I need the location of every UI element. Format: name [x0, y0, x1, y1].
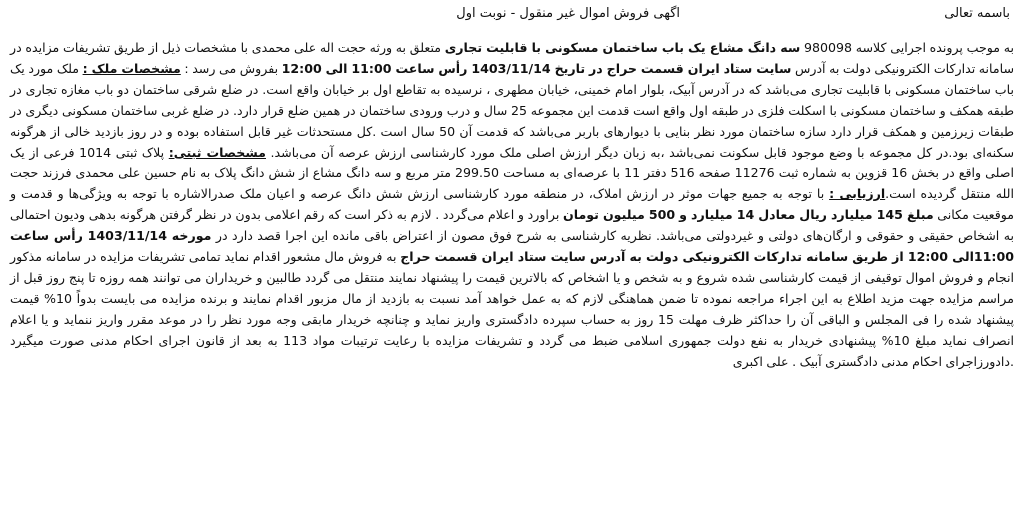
registration-details-text: پلاک ثبتی 1014 فرعی از یک اصلی واقع در بخش 16 قزوین به شماره ثبت 11276 صفحه 516 دفتر 11 با عرصه‌ای به مساحت 299.50 متر مربع و سه دانگ مشاع از شش دانگ پلاک به نام حسین علی محمدی فرزند حجت الله منتقل گردیده است.: [10, 144, 1014, 202]
appraised-amount-text: مبلغ 145 میلیارد ریال معادل 14 میلیارد و 500 میلیون تومان: [563, 207, 934, 223]
registration-specs-heading: مشخصات ثبتی:: [168, 144, 266, 160]
auction-schedule-text: مورخه 1403/11/14 رأس ساعت 11:00الی 12:00 از طریق سامانه تدارکات الکترونیکی دولت به آدرس سایت ستاد ایران قسمت حراج: [10, 228, 1014, 265]
auction-conditions-text: به فروش مال مشعور اقدام نماید تمامی تشریفات مزایده در سامانه مذکور انجام و فروش اموال توقیفی از قیمت کارشناسی شده شروع و به شخص و یا اشخاص که بالاترین قیمت را پیشنهاد نمایند منتقل می گردد طالبین و خریداران می توانند همه روزه تا پنج روز قبل از مراسم مزایده جهت مزید اطلاع به این اجراء مراجعه نموده تا ضمن هماهنگی لازم که به عمل خواهد آمد نسبت به بازدید از مال مزبور اقدام نمایند و برنده مزایده می بایست بدواً 10% قیمت پیشنهاد شده را فی المجلس و الباقی آن را حداکثر ظرف مهلت 15 روز به حساب سپرده دادگستری واریز نماید و چنانچه خریدار مابقی وجه مورد نظر را در موعد مقرر واریز ننماید و یا اعلام انصراف نماید مبلغ 10% پیشنهادی خریدار به نفع دولت جمهوری اسلامی ضبط می گردد و تشریفات مزایده با رعایت ترتیبات مواد 113 به بعد از قانون اجرای احکام مدنی صورت میگیرد .دادورزاجرای احکام مدنی دادگستری آبیک . علی اکبری: [10, 249, 1014, 369]
sale-statement-text: بفروش می رسد :: [180, 60, 282, 76]
property-specs-heading: مشخصات ملک :: [82, 60, 181, 76]
property-share-text: سه دانگ مشاع یک باب ساختمان مسکونی با قابلیت تجاری: [444, 40, 801, 55]
appraisal-heading: ارزیابی :: [829, 186, 886, 202]
owner-and-method-text: متعلق به ورثه حجت اله علی محمدی با مشخصات ذیل از طریق تشریفات مزایده در سامانه تدارکات الکترونیکی دولت به آدرس: [10, 40, 1014, 76]
property-description-text: ملک مورد یک باب ساختمان مسکونی با قابلیت تجاری می‌باشد که در آدرس آبیک، بلوار امام خمینی، خیابان مطهری ، نرسیده به تقاطع اول بر خیابان واقع است. در ضلع شرقی ساختمان دو باب مغازه تجاری در طبقه همکف و ساختمان مسکونی با اسکلت فلزی در طبقه اول واقع است قدمت این مجموعه 25 سال و درب ورودی ساختمان در همین ضلع قرار دارد. در ضلع غربی ساختمان مسکونی دیگری در طبقات زیرزمین و همکف قرار دارد سازه ساختمان مورد نظر بنایی با دیوارهای باربر می‌باشد که قدمت آن 50 سال است .کل مستحدثات غیر قابل استفاده بوده و در روز بازدید خالی از هرگونه سکنه‌ای بود.در کل مجموعه با وضع موجود قابل سکونت نمی‌باشد ،به زبان دیگر ارزش اصلی ملک مورد کارشناسی ارزش عرصه آن می‌باشد.: [10, 60, 1014, 160]
appraisal-text: با توجه به جمیع جهات موثر در ارزش املاک، در منطقه مورد کارشناسی ارزش شش دانگ عرصه و اعیان ملک صدرالاشاره با توجه به ویژگی‌ها و قدمت و موقعیت مکانی: [10, 186, 1014, 223]
case-intro-text: به موجب پرونده اجرایی کلاسه 980098: [800, 40, 1014, 55]
notice-header: [10, 6, 1014, 30]
auction-site-date-text: سایت ستاد ایران قسمت حراج در تاریخ 1403/11/14 رأس ساعت 11:00 الی 12:00: [281, 60, 792, 76]
appraisal-terms-text: براورد و اعلام می‌گردد . لازم به ذکر است که رقم اعلامی بدون در نظر گرفتن هرگونه بدهی ودیون احتمالی به اشخاص حقیقی و حقوقی و ارگان‌های دولتی و غیردولتی می‌باشد. نظریه کارشناسی به شرح فوق مصون از اعتراض باقی مانده این اجرا قصد دارد در: [10, 207, 1015, 244]
notice-body: [10, 38, 1014, 373]
bismillah-heading: باسمه تعالی: [944, 6, 1010, 21]
notice-title: اگهی فروش اموال غیر منقول - نوبت اول: [456, 6, 680, 21]
